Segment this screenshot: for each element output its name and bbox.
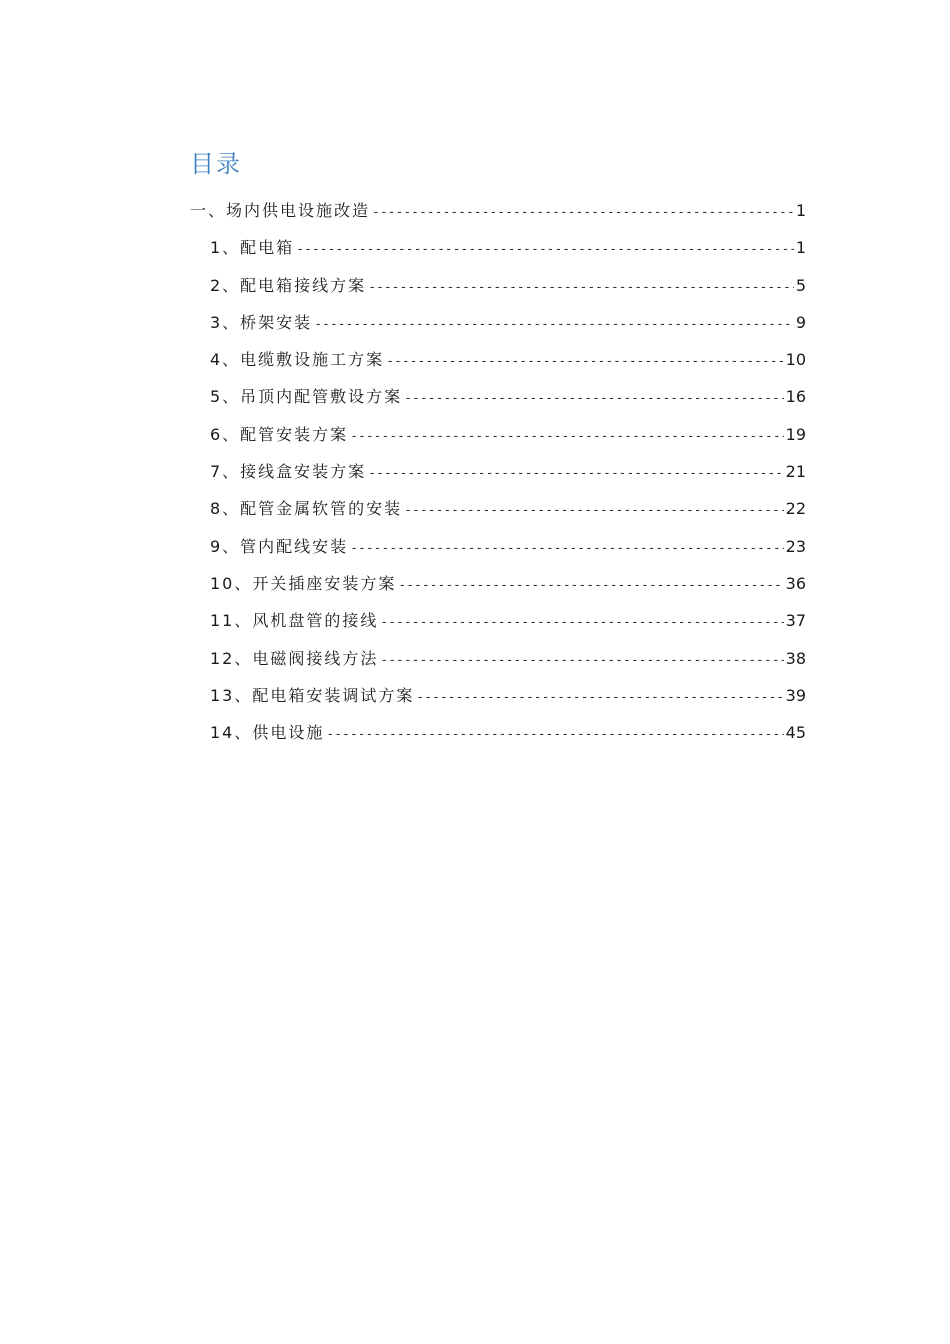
- toc-entry-page-number: 5: [795, 275, 806, 295]
- toc-entry-label: 一、场内供电设施改造: [190, 201, 371, 220]
- toc-entry-label: 14、供电设施: [210, 723, 325, 743]
- toc-entry[interactable]: [190, 640, 806, 677]
- toc-entry-page-number: 16: [785, 387, 806, 407]
- toc-entry-label: 9、管内配线安装: [210, 536, 349, 556]
- toc-entry-label: 5、吊顶内配管敷设方案: [210, 387, 403, 407]
- toc-dot-leader: [350, 530, 783, 565]
- toc-dot-leader: [326, 716, 783, 751]
- toc-dot-leader: [296, 231, 794, 266]
- toc-list: [190, 192, 806, 751]
- toc-entry[interactable]: [190, 714, 806, 751]
- toc-entry-label: 2、配电箱接线方案: [210, 275, 367, 295]
- toc-entry-page-number: 45: [785, 723, 806, 743]
- toc-entry-label: 13、配电箱安装调试方案: [210, 685, 415, 705]
- toc-entry[interactable]: [190, 304, 806, 341]
- toc-dot-leader: [404, 492, 783, 527]
- toc-entry-label: 10、开关插座安装方案: [210, 573, 397, 593]
- toc-entry-page-number: 19: [785, 424, 806, 444]
- toc-entry-label: 6、配管安装方案: [210, 424, 349, 444]
- toc-entry[interactable]: [190, 378, 806, 415]
- toc-entry-label: 11、风机盘管的接线: [210, 611, 379, 631]
- toc-entry[interactable]: [190, 565, 806, 602]
- toc-entry-page-number: 10: [785, 350, 806, 370]
- toc-dot-leader: [314, 306, 794, 341]
- toc-entry-label: 7、接线盒安装方案: [210, 462, 367, 482]
- toc-entry-page-number: 39: [785, 685, 806, 705]
- toc-entry-page-number: 23: [785, 536, 806, 556]
- toc-entry-page-number: 38: [785, 648, 806, 668]
- toc-entry-label: 4、电缆敷设施工方案: [210, 350, 385, 370]
- toc-entry[interactable]: [190, 528, 806, 565]
- toc-entry[interactable]: [190, 490, 806, 527]
- toc-entry-page-number: 9: [795, 312, 806, 332]
- toc-dot-leader: [398, 567, 783, 602]
- toc-entry[interactable]: [190, 677, 806, 714]
- toc-entry[interactable]: [190, 229, 806, 266]
- toc-entry[interactable]: [190, 192, 806, 229]
- toc-dot-leader: [372, 194, 794, 229]
- toc-entry-page-number: 21: [785, 462, 806, 482]
- toc-entry[interactable]: [190, 341, 806, 378]
- toc-entry-label: 12、电磁阀接线方法: [210, 648, 379, 668]
- toc-entry-label: 1、配电箱: [210, 238, 295, 258]
- toc-entry[interactable]: [190, 453, 806, 490]
- toc-entry-page-number: 22: [785, 499, 806, 519]
- toc-entry-page-number: 1: [795, 201, 806, 220]
- toc-entry-label: 3、桥架安装: [210, 312, 313, 332]
- toc-entry-label: 8、配管金属软管的安装: [210, 499, 403, 519]
- toc-entry[interactable]: [190, 267, 806, 304]
- toc-entry-page-number: 36: [785, 573, 806, 593]
- toc-entry[interactable]: [190, 416, 806, 453]
- toc-entry[interactable]: [190, 602, 806, 639]
- toc-title: 目录: [190, 150, 242, 178]
- toc-dot-leader: [350, 418, 783, 453]
- toc-entry-page-number: 1: [795, 238, 806, 258]
- toc-dot-leader: [368, 269, 794, 304]
- toc-dot-leader: [368, 455, 783, 490]
- toc-dot-leader: [404, 380, 783, 415]
- toc-entry-page-number: 37: [785, 611, 806, 631]
- toc-dot-leader: [380, 604, 783, 639]
- toc-dot-leader: [416, 679, 783, 714]
- toc-dot-leader: [380, 642, 783, 677]
- toc-dot-leader: [386, 343, 783, 378]
